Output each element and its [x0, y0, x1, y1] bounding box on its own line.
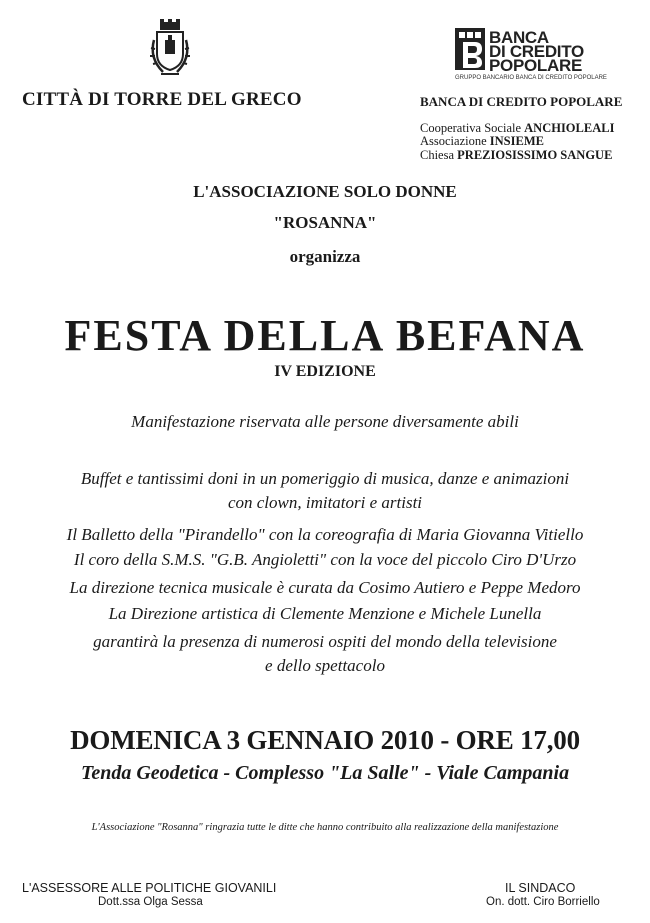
event-title: FESTA DELLA BEFANA: [64, 311, 586, 360]
description-line: garantirà la presenza di numerosi ospiti del mondo della televisione: [93, 632, 557, 651]
partner-name: ANCHIOLEALI: [524, 121, 615, 135]
thanks-note: L'Associazione "Rosanna" ringrazia tutte le ditte che hanno contribuito alla realizzazione della manifestazione: [91, 822, 559, 833]
event-edition: IV EDIZIONE: [274, 363, 376, 380]
partner-name: PREZIOSISSIMO SANGUE: [457, 148, 613, 162]
sindaco-name: On. dott. Ciro Borriello: [486, 896, 600, 908]
coat-of-arms-icon: [145, 18, 195, 80]
assessore-name: Dott.ssa Olga Sessa: [98, 896, 203, 908]
description-line: Il Balletto della "Pirandello" con la coreografia di Maria Giovanna Vitiello: [66, 525, 584, 544]
organizer-verb: organizza: [289, 247, 361, 266]
description-line: Il coro della S.M.S. "G.B. Angioletti" con la voce del piccolo Ciro D'Urzo: [73, 550, 577, 569]
sindaco-title: IL SINDACO: [505, 881, 576, 895]
bank-logo-line-3: POPOLARE: [489, 56, 583, 75]
city-name: CITTÀ DI TORRE DEL GRECO: [22, 89, 302, 110]
bank-logo-line-2: DI CREDITO: [489, 42, 584, 61]
description-line: La Direzione artistica di Clemente Menzione e Michele Lunella: [108, 604, 542, 623]
bank-logo-icon: [455, 28, 485, 70]
partner-chiesa: [420, 148, 612, 162]
event-date: DOMENICA 3 GENNAIO 2010 - ORE 17,00: [70, 725, 580, 755]
description-line: con clown, imitatori e artisti: [227, 493, 423, 512]
bank-logo-line-1: BANCA: [489, 28, 549, 47]
partner-name: INSIEME: [489, 134, 544, 148]
partner-cooperativa: [420, 121, 614, 135]
partner-prefix: Chiesa: [420, 148, 458, 162]
description-line: e dello spettacolo: [265, 656, 385, 675]
event-audience: Manifestazione riservata alle persone diversamente abili: [131, 412, 519, 431]
description-line: Buffet e tantissimi doni in un pomeriggio di musica, danze e animazioni: [80, 469, 570, 488]
organizer-name-quoted: "ROSANNA": [273, 213, 377, 232]
partner-associazione: [420, 134, 544, 148]
assessore-title: L'ASSESSORE ALLE POLITICHE GIOVANILI: [22, 881, 277, 895]
description-line: La direzione tecnica musicale è curata da Cosimo Autiero e Peppe Medoro: [69, 578, 581, 597]
partner-prefix: Cooperativa Sociale: [420, 121, 525, 135]
bank-logo-subtitle: GRUPPO BANCARIO BANCA DI CREDITO POPOLARE: [455, 75, 607, 81]
bank-name: BANCA DI CREDITO POPOLARE: [420, 94, 623, 109]
partner-prefix: Associazione: [420, 134, 490, 148]
organizer-name: L'ASSOCIAZIONE SOLO DONNE: [193, 182, 457, 201]
event-venue: Tenda Geodetica - Complesso "La Salle" - Viale Campania: [80, 762, 570, 784]
